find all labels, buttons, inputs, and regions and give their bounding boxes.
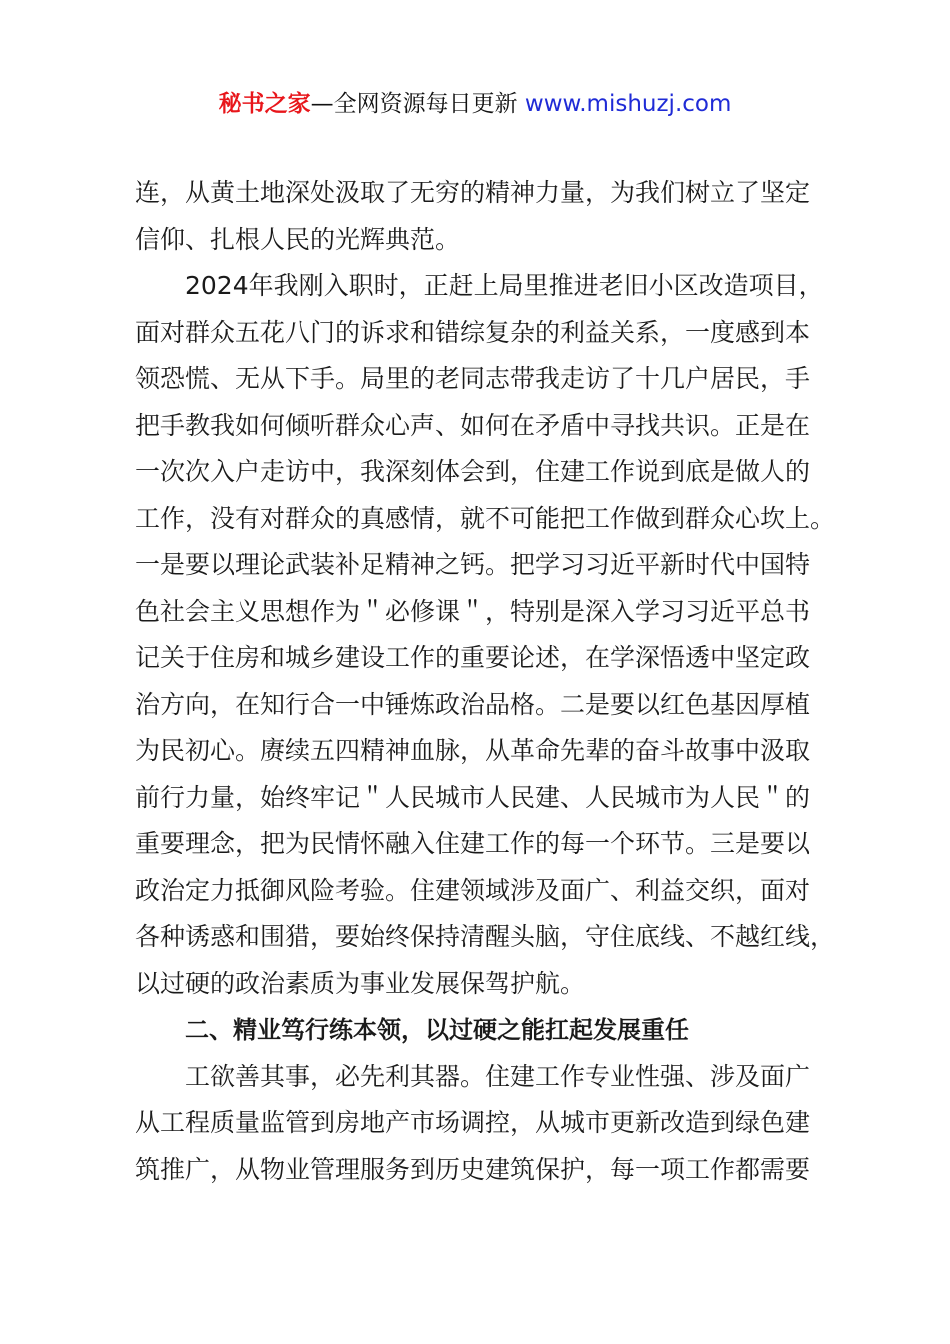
text-line: 为民初心。赓续五四精神血脉，从革命先辈的奋斗故事中汲取	[135, 736, 811, 765]
paragraph-start-line: 工欲善其事，必先利其器。住建工作专业性强、涉及面广	[185, 1061, 811, 1091]
paragraph-start-line: 2024年我刚入职时，正赶上局里推进老旧小区改造项目，	[185, 271, 824, 300]
site-header	[0, 86, 950, 122]
text-line: 政治定力抵御风险考验。住建领域涉及面广、利益交织，面对	[135, 875, 811, 905]
text-line: 前行力量，始终牢记＂人民城市人民建、人民城市为人民＂的	[135, 782, 811, 812]
text-line: 工作，没有对群众的真感情，就不可能把工作做到群众心坎上。	[135, 503, 836, 533]
site-tagline: —全网资源每日更新	[310, 91, 525, 117]
text-line: 面对群众五花八门的诉求和错综复杂的利益关系，一度感到本	[135, 317, 811, 347]
site-brand: 秘书之家	[218, 91, 311, 117]
text-line: 筑推广，从物业管理服务到历史建筑保护，每一项工作都需要	[135, 1154, 811, 1184]
text-line: 以过硬的政治素质为事业发展保驾护航。	[135, 968, 586, 998]
text-line: 重要理念，把为民情怀融入住建工作的每一个环节。三是要以	[135, 829, 811, 858]
text-line: 一是要以理论武装补足精神之钙。把学习习近平新时代中国特	[135, 550, 811, 579]
text-line: 治方向，在知行合一中锤炼政治品格。二是要以红色基因厚植	[135, 689, 811, 719]
text-line: 领恐慌、无从下手。局里的老同志带我走访了十几户居民，手	[135, 364, 811, 393]
text-line: 从工程质量监管到房地产市场调控，从城市更新改造到绿色建	[135, 1108, 811, 1137]
site-url[interactable]: www.mishuzj.com	[524, 91, 732, 117]
text-line: 色社会主义思想作为＂必修课＂，特别是深入学习习近平总书	[135, 596, 811, 626]
text-line: 各种诱惑和围猎，要始终保持清醒头脑，守住底线、不越红线，	[135, 922, 836, 951]
text-line: 连，从黄土地深处汲取了无穷的精神力量，为我们树立了坚定	[135, 178, 811, 207]
text-line: 信仰、扎根人民的光辉典范。	[135, 224, 461, 254]
document-body	[135, 170, 847, 1193]
section-heading: 二、精业笃行练本领，以过硬之能扛起发展重任	[185, 1016, 689, 1044]
text-line: 把手教我如何倾听群众心声、如何在矛盾中寻找共识。正是在	[135, 410, 811, 440]
text-line: 记关于住房和城乡建设工作的重要论述，在学深悟透中坚定政	[135, 643, 811, 672]
text-line: 一次次入户走访中，我深刻体会到，住建工作说到底是做人的	[135, 457, 811, 486]
